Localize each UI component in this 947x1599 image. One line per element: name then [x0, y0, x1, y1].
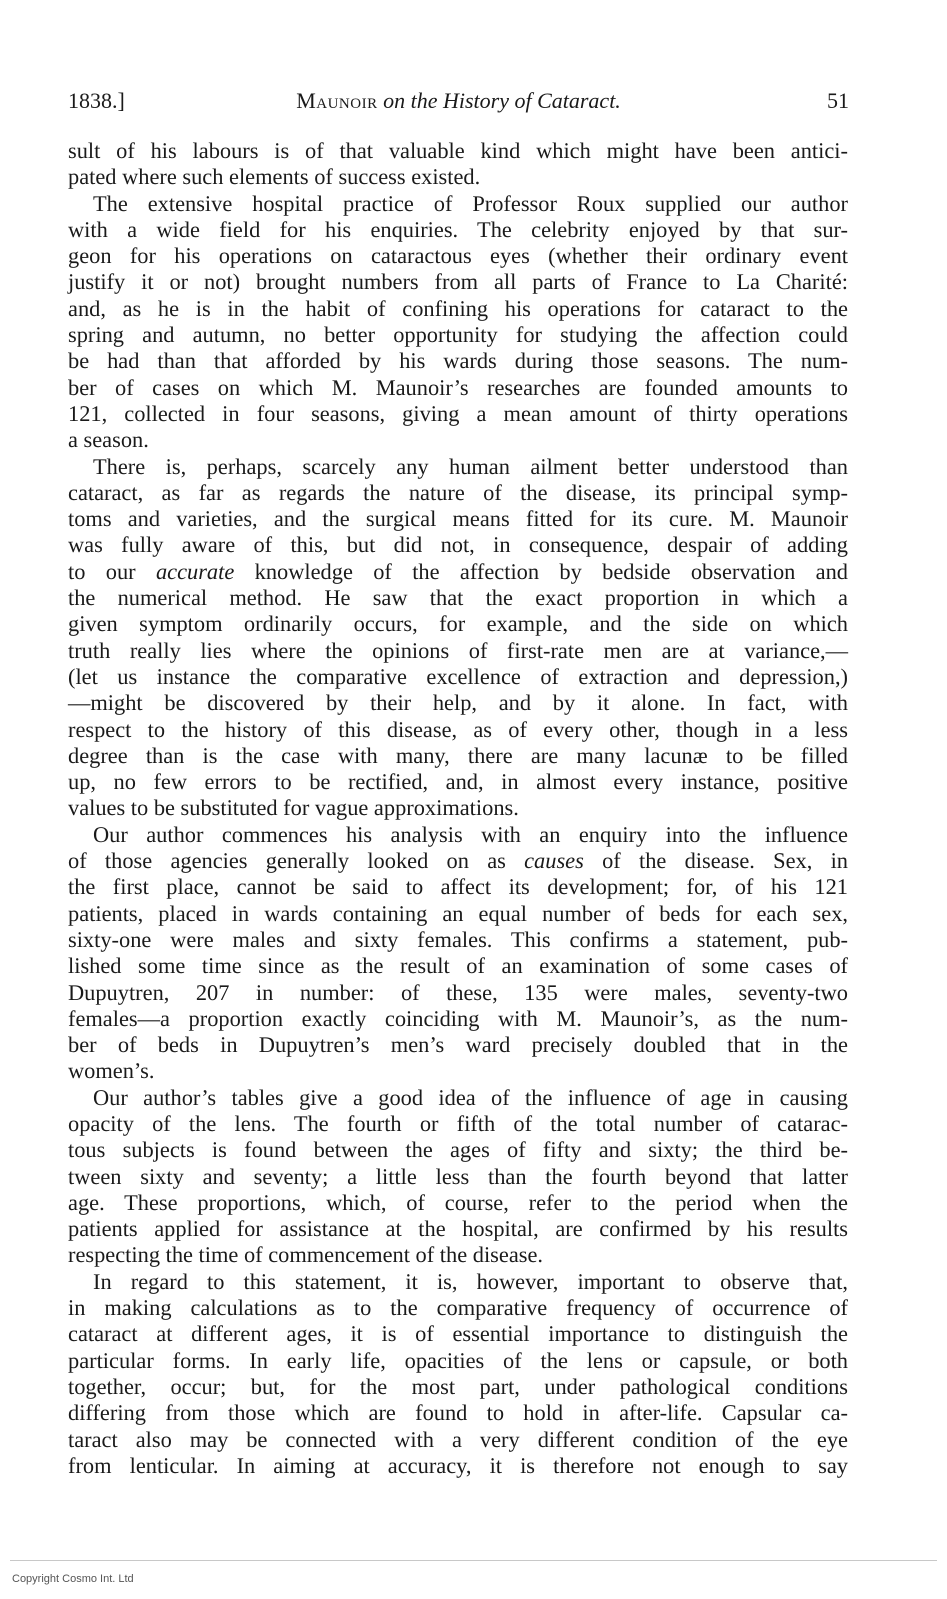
text-line: In regard to this statement, it is, however, important to observe that,: [93, 1268, 848, 1294]
footer: [0, 1529, 947, 1599]
italic-word: accurate: [155, 558, 235, 584]
text-line: tween sixty and seventy; a little less than the fourth beyond that latter: [68, 1163, 848, 1189]
running-title-text: on the History of Cataract.: [383, 88, 621, 113]
text-line: patients, placed in wards containing an equal number of beds for each sex,: [68, 900, 848, 926]
text-line: opacity of the lens. The fourth or fifth of the total number of catarac-: [68, 1110, 848, 1136]
text-line: females—a proportion exactly coinciding with M. Maunoir’s, as the num-: [68, 1005, 848, 1031]
copyright-notice: Copyright Cosmo Int. Ltd: [12, 1573, 134, 1585]
text-line: differing from those which are found to hold in after-life. Capsular ca-: [68, 1400, 848, 1426]
text-line: from lenticular. In aiming at accuracy, it is therefore not enough to say: [68, 1452, 848, 1478]
text-line: sixty-one were males and sixty females. This confirms a statement, pub-: [68, 926, 848, 952]
text-line: cataract, as far as regards the nature of the disease, its principal symp-: [68, 479, 848, 505]
text-line: toms and varieties, and the surgical means fitted for its cure. M. Maunoir: [68, 506, 848, 532]
text-line: degree than is the case with many, there are many lacunæ to be filled: [68, 742, 848, 768]
text-line: respect to the history of this disease, as of every other, though in a less: [68, 716, 848, 742]
text-line: justify it or not) brought numbers from all parts of France to La Charité:: [68, 269, 848, 295]
text-line: a season.: [68, 427, 149, 453]
text-line: values to be substituted for vague approximations.: [68, 795, 519, 821]
article-body: [68, 138, 848, 1479]
text-line: —might be discovered by their help, and by it alone. In fact, with: [68, 690, 848, 716]
text-line: sult of his labours is of that valuable kind which might have been antici-: [68, 138, 848, 163]
text-line: the first place, cannot be said to affect its development; for, of his 121: [68, 874, 848, 900]
text-line: tous subjects is found between the ages of fifty and sixty; the third be-: [68, 1137, 848, 1163]
text-line: geon for his operations on cataractous eyes (whether their ordinary event: [68, 243, 848, 269]
text-line: There is, perhaps, scarcely any human ailment better understood than: [93, 453, 848, 479]
text-line: truth really lies where the opinions of first-rate men are at variance,—: [68, 637, 848, 663]
text-line: particular forms. In early life, opacities of the lens or capsule, or both: [68, 1347, 848, 1373]
text-line: The extensive hospital practice of Professor Roux supplied our author: [93, 190, 848, 216]
text-line: age. These proportions, which, of course, refer to the period when the: [68, 1189, 848, 1215]
text-line: together, occur; but, for the most part, under pathological conditions: [68, 1373, 848, 1399]
text-segment: of the disease. Sex, in: [583, 848, 848, 874]
text-line: and, as he is in the habit of confining his operations for cataract to the: [68, 295, 848, 321]
running-title: [68, 86, 849, 116]
text-line: up, no few errors to be rectified, and, in almost every instance, positive: [68, 769, 848, 795]
text-line: with a wide field for his enquiries. The celebrity enjoyed by that sur-: [68, 216, 848, 242]
text-line: patients applied for assistance at the hospital, are confirmed by his results: [68, 1216, 848, 1242]
text-line: women’s.: [68, 1058, 155, 1084]
text-line: ber of cases on which M. Maunoir’s researches are founded amounts to: [68, 374, 848, 400]
text-line: (let us instance the comparative excellence of extraction and depression,): [68, 663, 848, 689]
text-line: Our author’s tables give a good idea of the influence of age in causing: [93, 1084, 848, 1110]
text-line: be had than that afforded by his wards during those seasons. The num-: [68, 348, 848, 374]
page-number: 51: [827, 88, 849, 113]
text-line: Our author commences his analysis with an enquiry into the influence: [93, 821, 848, 847]
footer-rule: [10, 1560, 937, 1561]
text-line: [68, 559, 848, 585]
text-line: given symptom ordinarily occurs, for example, and the side on which: [68, 611, 848, 637]
text-line: in making calculations as to the comparative frequency of occurrence of: [68, 1295, 848, 1321]
text-line: pated where such elements of success existed.: [68, 164, 481, 190]
text-line: the numerical method. He saw that the exact proportion in which a: [68, 585, 848, 611]
text-line: Dupuytren, 207 in number: of these, 135 were males, seventy-two: [68, 979, 848, 1005]
text-line: ber of beds in Dupuytren’s men’s ward precisely doubled that in the: [68, 1032, 848, 1058]
text-line: lished some time since as the result of an examination of some cases of: [68, 953, 848, 979]
italic-word: causes: [524, 848, 584, 874]
text-line: spring and autumn, no better opportunity for studying the affection could: [68, 322, 848, 348]
text-line: [68, 848, 848, 874]
text-segment: to our: [68, 558, 156, 584]
text-line: taract also may be connected with a very different condition of the eye: [68, 1426, 848, 1452]
header-year: 1838.]: [68, 88, 125, 113]
running-header: [68, 86, 849, 120]
text-segment: of those agencies generally looked on as: [68, 848, 525, 874]
text-line: cataract at different ages, it is of essential importance to distinguish the: [68, 1321, 848, 1347]
text-segment: knowledge of the affection by bedside observation and: [234, 558, 848, 584]
text-line: was fully aware of this, but did not, in consequence, despair of adding: [68, 532, 848, 558]
text-line: 121, collected in four seasons, giving a mean amount of thirty operations: [68, 400, 848, 426]
text-line: respecting the time of commencement of the disease.: [68, 1242, 544, 1268]
running-title-author: Maunoir: [296, 88, 378, 113]
